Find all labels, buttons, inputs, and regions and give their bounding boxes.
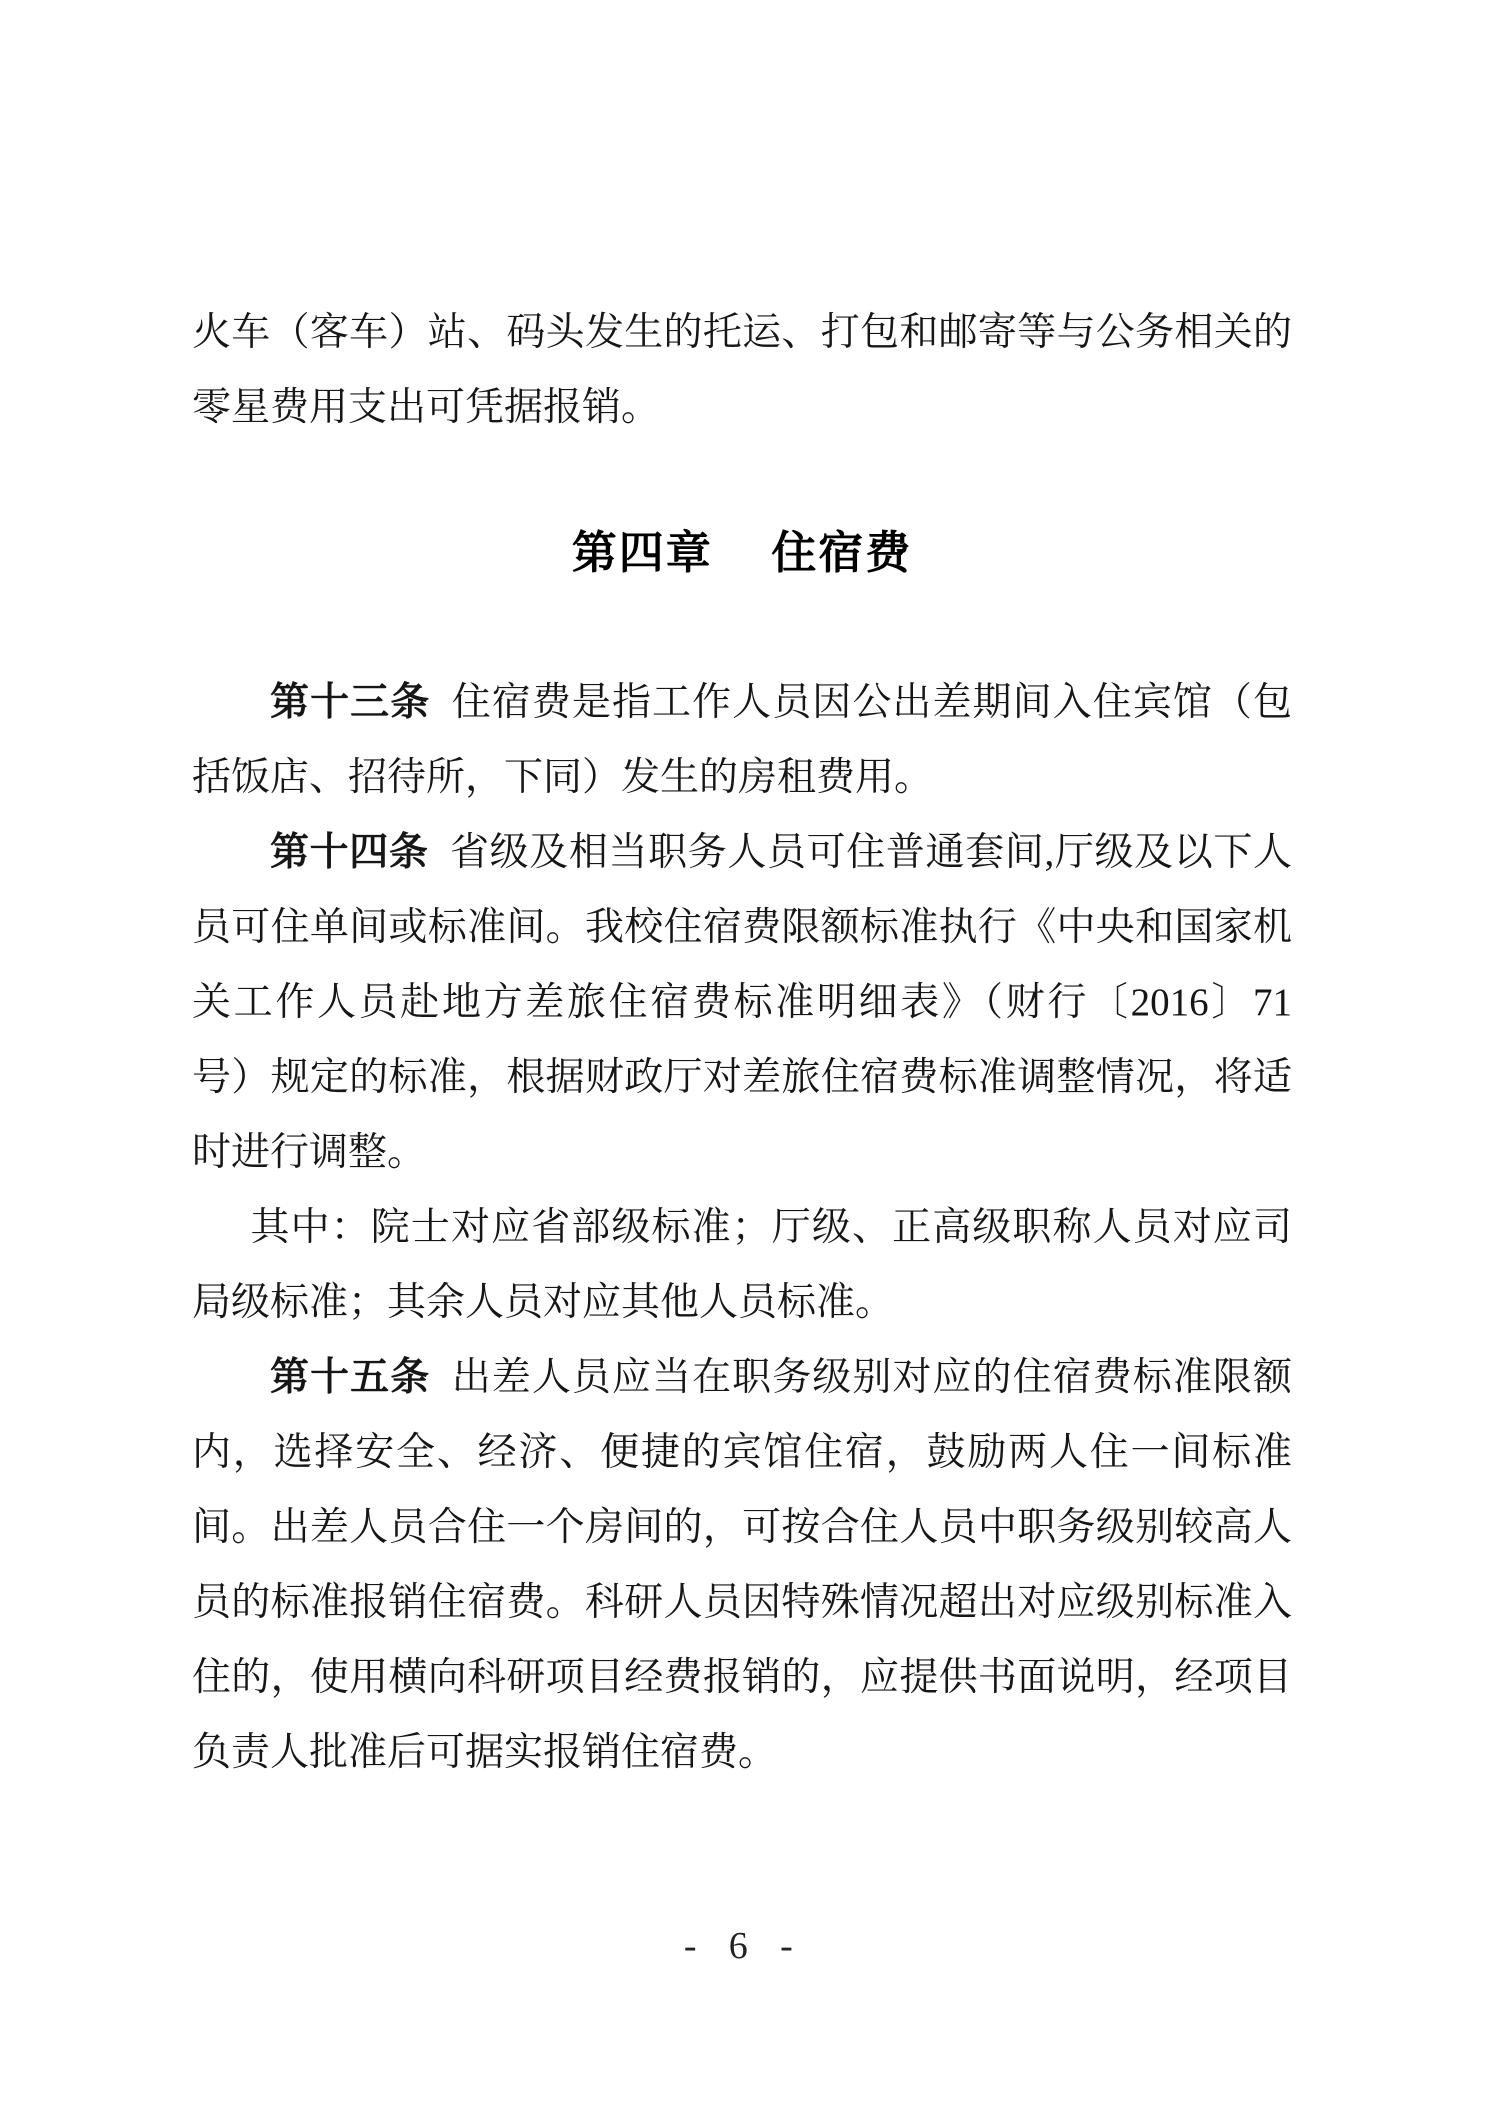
- paragraph-article-13: [192, 665, 1292, 815]
- article-14-lead: 第十四条: [270, 831, 429, 874]
- paragraph-text: 其中：院士对应省部级标准；厅级、正高级职称人员对应司局级标准；其余人员对应其他人员标准。: [192, 1206, 1292, 1324]
- chapter-title: 住宿费: [771, 527, 913, 578]
- chapter-heading: [192, 515, 1292, 590]
- paragraph-continuation: [192, 295, 1292, 445]
- paragraph-article-14: [192, 815, 1292, 1190]
- article-15-lead: 第十五条: [270, 1356, 431, 1399]
- paragraph-article-15: [192, 1340, 1292, 1790]
- page-body: [192, 295, 1292, 1790]
- paragraph-note: [192, 1190, 1292, 1340]
- chapter-number: 第四章: [571, 527, 713, 578]
- paragraph-text: 火车（客车）站、码头发生的托运、打包和邮寄等与公务相关的零星费用支出可凭据报销。: [192, 311, 1292, 429]
- article-13-lead: 第十三条: [270, 681, 431, 724]
- paragraph-text: 出差人员应当在职务级别对应的住宿费标准限额内，选择安全、经济、便捷的宾馆住宿，鼓励两人住一间标准间。出差人员合住一个房间的，可按合住人员中职务级别较高人员的标准报销住宿费。科研人员因特殊情况超出对应级别标准入住的，使用横向科研项目经费报销的，应提供书面说明，经项目负责人批准后可据实报销住宿费。: [192, 1356, 1292, 1774]
- paragraph-text: 省级及相当职务人员可住普通套间,厅级及以下人员可住单间或标准间。我校住宿费限额标准执行《中央和国家机关工作人员赴地方差旅住宿费标准明细表》（财行〔2016〕71 号）规定的标准，根据财政厅对差旅住宿费标准调整情况，将适时进行调整。: [192, 831, 1292, 1174]
- page-number: - 6 -: [683, 1925, 805, 1967]
- paragraph-text: 住宿费是指工作人员因公出差期间入住宾馆（包括饭店、招待所，下同）发生的房租费用。: [192, 681, 1292, 799]
